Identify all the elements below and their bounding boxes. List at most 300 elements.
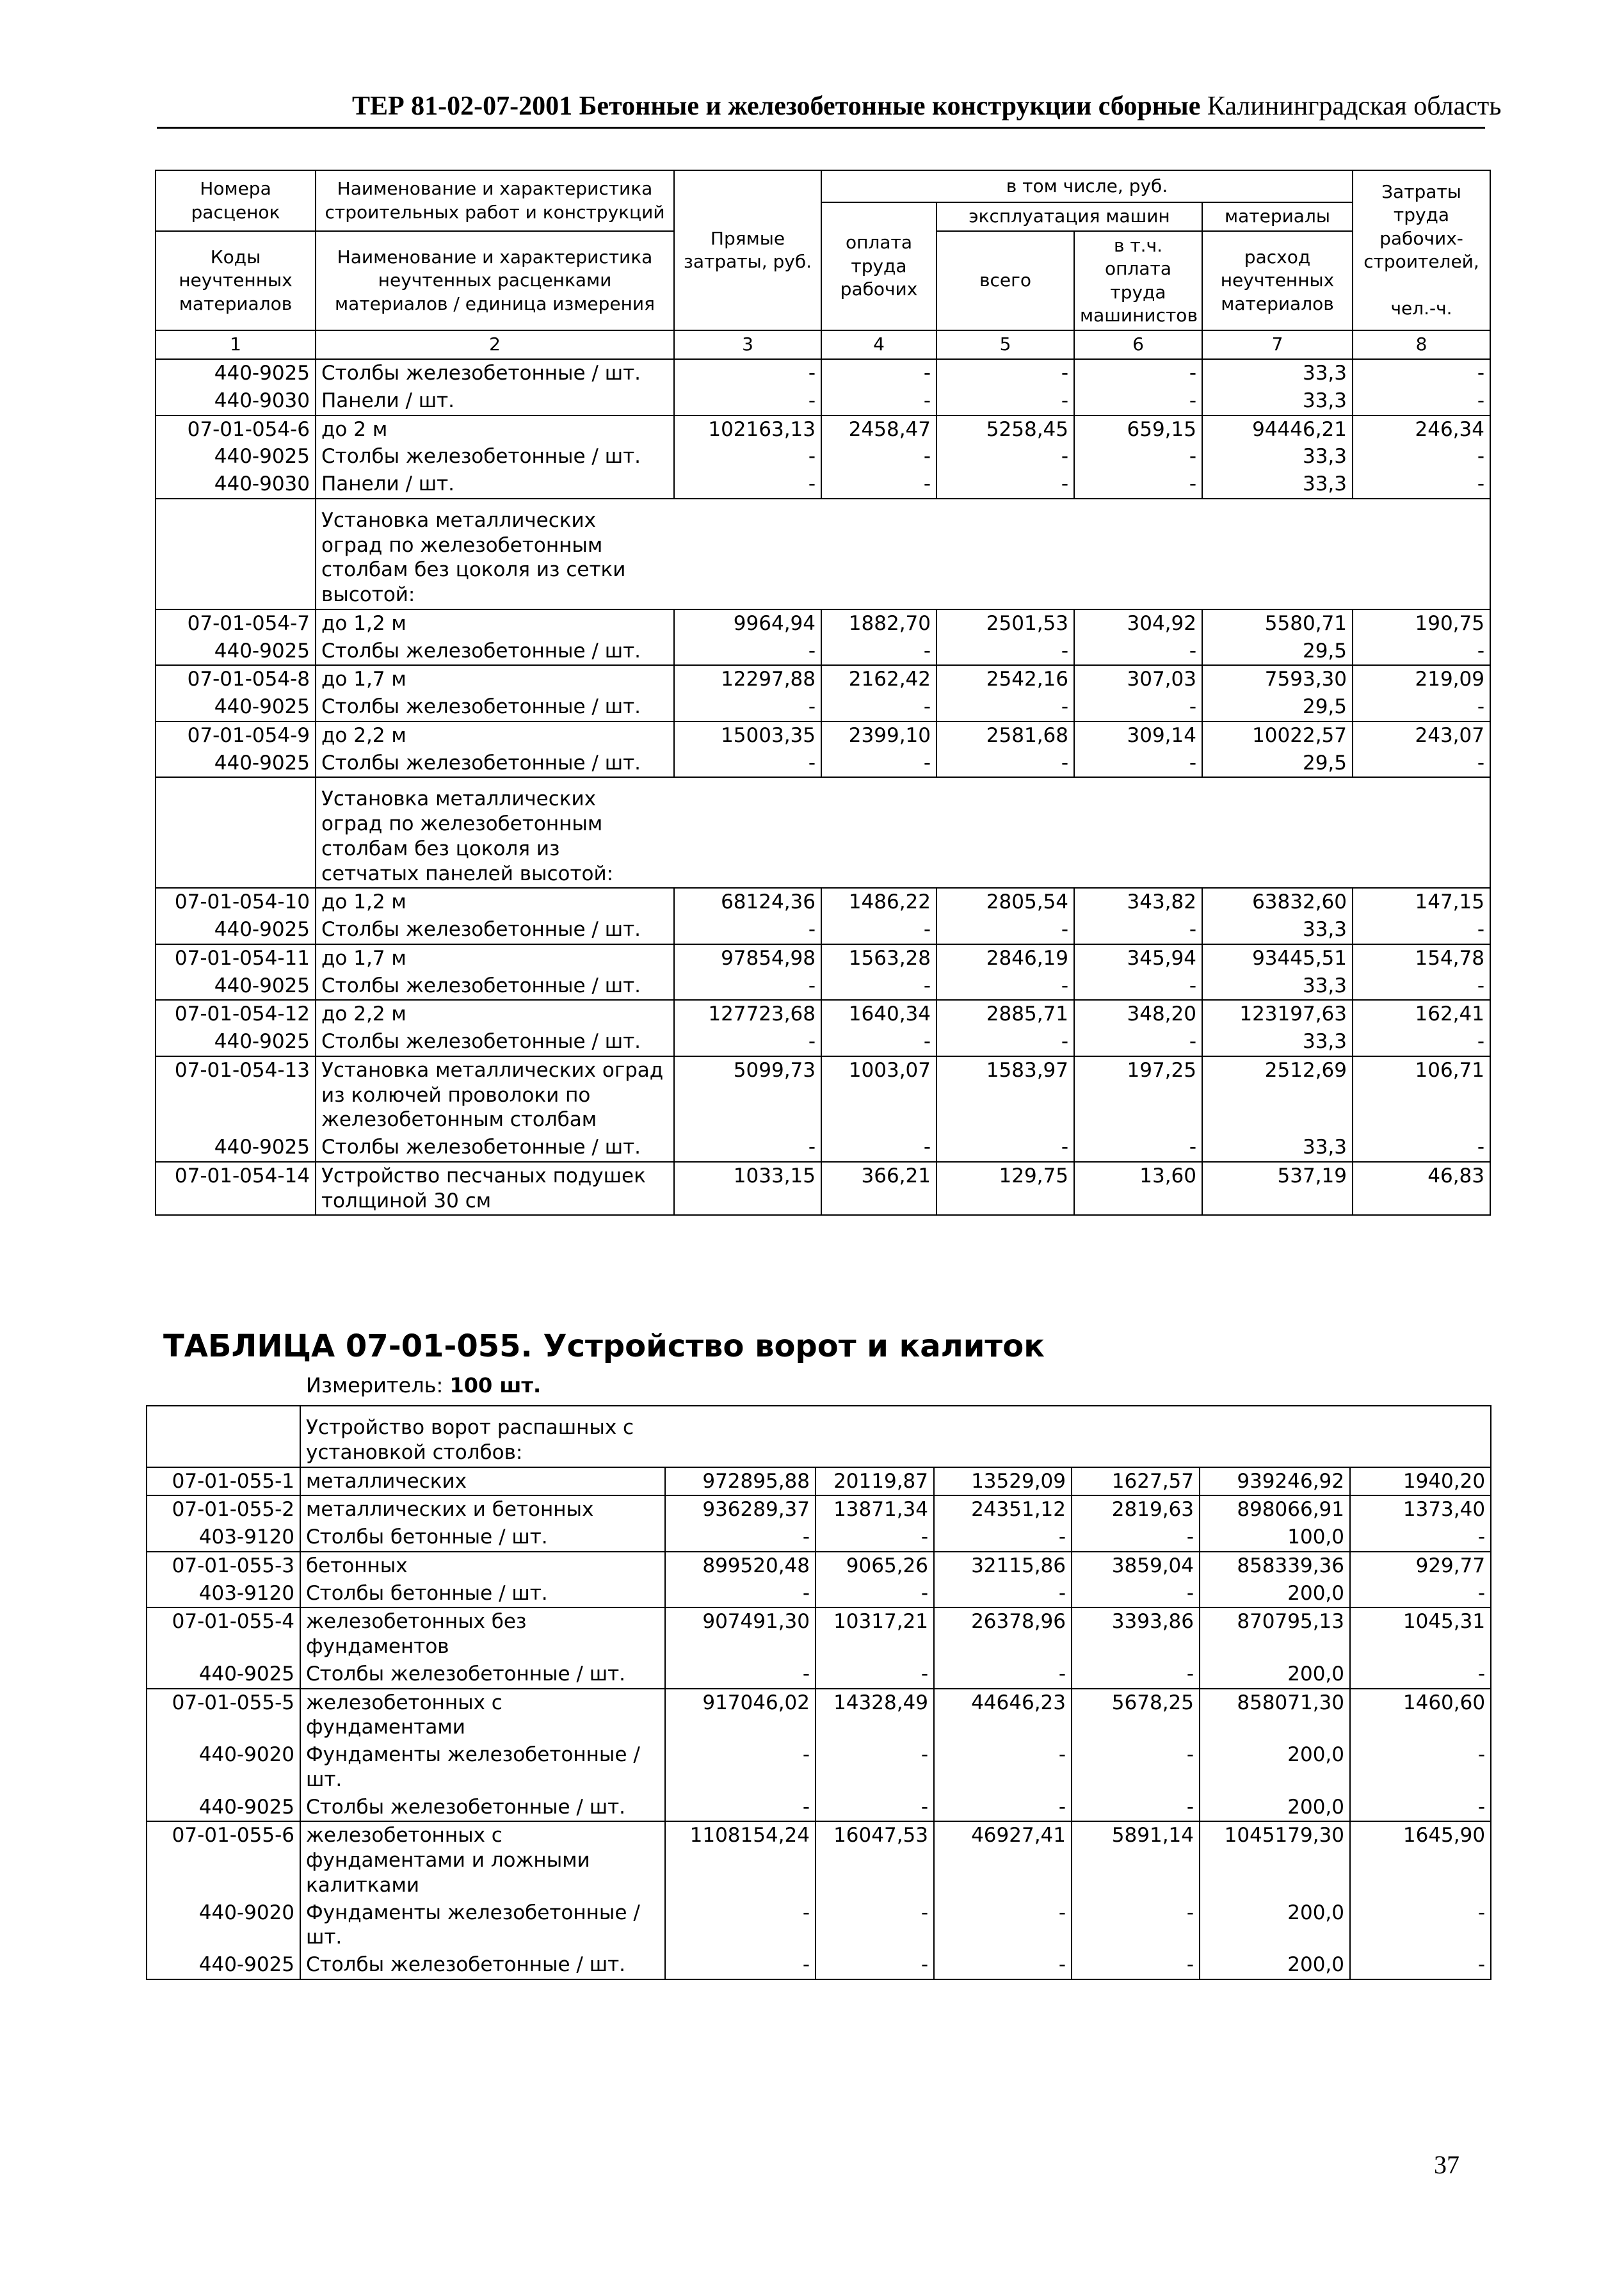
rate-code: 07-01-054-11 (156, 944, 316, 972)
value-col-6: - (1074, 471, 1202, 499)
value-col-8: 106,71 (1353, 1056, 1490, 1134)
rate-name: Столбы железобетонные / шт. (300, 1794, 665, 1822)
table-row (156, 471, 1490, 499)
value-col-6: - (1074, 1028, 1202, 1056)
value-col-5: - (937, 693, 1074, 721)
value-col-7: 7593,30 (1202, 665, 1353, 693)
value-col-7: 200,0 (1200, 1741, 1350, 1794)
rate-name: Столбы железобетонные / шт. (316, 750, 674, 778)
table-row (147, 1794, 1491, 1822)
value-col-8: 1373,40 (1350, 1495, 1491, 1524)
value-col-5: 2581,68 (937, 721, 1074, 750)
value-col-6: - (1072, 1951, 1200, 1979)
value-col-6: - (1072, 1580, 1200, 1608)
rate-code: 440-9025 (147, 1661, 300, 1689)
table-row (156, 1056, 1490, 1134)
col-mach-labor: в т.ч. оплата труда машинистов (1074, 231, 1202, 330)
value-col-8: 929,77 (1350, 1552, 1491, 1580)
value-col-7: 33,3 (1202, 387, 1353, 415)
table-row (156, 638, 1490, 666)
col-materials: материалы (1202, 202, 1353, 231)
value-col-7: 10022,57 (1202, 721, 1353, 750)
rate-code: 440-9020 (147, 1741, 300, 1794)
value-col-7: 200,0 (1200, 1951, 1350, 1979)
value-col-4: - (816, 1794, 934, 1822)
value-col-7: 33,3 (1202, 1134, 1353, 1162)
col-incl: в том числе, руб. (821, 170, 1353, 202)
rate-name: Установка металлических оград по железобетонным столбам без цоколя из сетчатых панелей высотой: (316, 777, 1490, 888)
header-title: ТЕР 81-02-07-2001 Бетонные и железобетонные конструкции сборные (352, 92, 1201, 121)
value-col-5: 26378,96 (934, 1607, 1072, 1661)
value-col-3: 68124,36 (674, 888, 821, 916)
table-row (156, 1000, 1490, 1028)
value-col-5: 2542,16 (937, 665, 1074, 693)
measure-label: Измеритель: (306, 1373, 444, 1397)
col-labor: оплата труда рабочих (821, 202, 937, 330)
value-col-7: 29,5 (1202, 693, 1353, 721)
value-col-5: 5258,45 (937, 415, 1074, 444)
running-header (352, 91, 1502, 122)
value-col-3: - (665, 1524, 816, 1552)
rate-code: 07-01-055-2 (147, 1495, 300, 1524)
value-col-4: 1003,07 (821, 1056, 937, 1134)
value-col-6: 343,82 (1074, 888, 1202, 916)
value-col-3: - (674, 693, 821, 721)
col-name-bottom: Наименование и характеристика неучтенных расценками материалов / единица измерения (316, 231, 674, 330)
table-header (156, 170, 1490, 359)
value-col-7: 93445,51 (1202, 944, 1353, 972)
value-col-6: 3859,04 (1072, 1552, 1200, 1580)
table-row (147, 1661, 1491, 1689)
value-col-4: - (821, 693, 937, 721)
value-col-7: 200,0 (1200, 1580, 1350, 1608)
rate-code: 440-9025 (156, 638, 316, 666)
value-col-5: 13529,09 (934, 1467, 1072, 1496)
value-col-6: - (1072, 1899, 1200, 1952)
rate-code: 440-9025 (156, 693, 316, 721)
col-mach-total: всего (937, 231, 1074, 330)
value-col-8: - (1353, 916, 1490, 944)
value-col-7: 939246,92 (1200, 1467, 1350, 1496)
table-row (156, 693, 1490, 721)
table-row (156, 1028, 1490, 1056)
value-col-3: 907491,30 (665, 1607, 816, 1661)
value-col-7: 33,3 (1202, 443, 1353, 471)
table-row (156, 916, 1490, 944)
value-col-6: 5891,14 (1072, 1821, 1200, 1899)
col-num-7: 7 (1202, 330, 1353, 359)
value-col-8: 190,75 (1353, 609, 1490, 638)
value-col-6: - (1074, 972, 1202, 1001)
rate-code: 440-9025 (156, 750, 316, 778)
value-col-6: 1627,57 (1072, 1467, 1200, 1496)
rate-name: Фундаменты железобетонные / шт. (300, 1899, 665, 1952)
value-col-3: 5099,73 (674, 1056, 821, 1134)
rate-name: Столбы железобетонные / шт. (316, 1134, 674, 1162)
table-row (147, 1899, 1491, 1952)
value-col-5: - (937, 387, 1074, 415)
rate-code: 440-9030 (156, 387, 316, 415)
value-col-8: - (1353, 443, 1490, 471)
table-row (156, 1162, 1490, 1216)
value-col-3: 972895,88 (665, 1467, 816, 1496)
value-col-8: 1940,20 (1350, 1467, 1491, 1496)
value-col-3: - (665, 1899, 816, 1952)
rates-table-054 (155, 170, 1491, 1216)
rate-code: 07-01-054-12 (156, 1000, 316, 1028)
value-col-8: - (1350, 1741, 1491, 1794)
value-col-3: - (674, 359, 821, 387)
value-col-4: - (816, 1524, 934, 1552)
value-col-7: 33,3 (1202, 471, 1353, 499)
value-col-8: - (1353, 387, 1490, 415)
value-col-4: - (821, 638, 937, 666)
col-codes-top: Номера расценок (156, 170, 316, 231)
col-num-5: 5 (937, 330, 1074, 359)
value-col-4: 16047,53 (816, 1821, 934, 1899)
value-col-3: - (665, 1951, 816, 1979)
col-direct: Прямые затраты, руб. (674, 170, 821, 330)
value-col-3: 917046,02 (665, 1689, 816, 1742)
rate-name: Столбы железобетонные / шт. (316, 916, 674, 944)
value-col-4: - (816, 1951, 934, 1979)
rate-name: до 2,2 м (316, 721, 674, 750)
value-col-5: - (934, 1899, 1072, 1952)
rate-name: бетонных (300, 1552, 665, 1580)
value-col-5: 24351,12 (934, 1495, 1072, 1524)
value-col-4: 1882,70 (821, 609, 937, 638)
value-col-8: - (1350, 1899, 1491, 1952)
rate-code (147, 1406, 300, 1467)
value-col-5: - (934, 1580, 1072, 1608)
col-num-6: 6 (1074, 330, 1202, 359)
rate-code: 07-01-054-6 (156, 415, 316, 444)
value-col-8: - (1350, 1951, 1491, 1979)
value-col-7: 5580,71 (1202, 609, 1353, 638)
value-col-3: 127723,68 (674, 1000, 821, 1028)
value-col-4: - (821, 916, 937, 944)
section-heading-row (156, 777, 1490, 888)
table-row (147, 1552, 1491, 1580)
value-col-7: 537,19 (1202, 1162, 1353, 1216)
value-col-7: 870795,13 (1200, 1607, 1350, 1661)
value-col-5: 2501,53 (937, 609, 1074, 638)
value-col-8: 1645,90 (1350, 1821, 1491, 1899)
value-col-6: 304,92 (1074, 609, 1202, 638)
col-name-top: Наименование и характеристика строительных работ и конструкций (316, 170, 674, 231)
rate-code: 440-9025 (156, 443, 316, 471)
value-col-6: 2819,63 (1072, 1495, 1200, 1524)
rate-code: 440-9025 (156, 916, 316, 944)
rate-name: железобетонных с фундаментами и ложными калитками (300, 1821, 665, 1899)
value-col-5: - (937, 972, 1074, 1001)
value-col-8: 243,07 (1353, 721, 1490, 750)
value-col-4: 1486,22 (821, 888, 937, 916)
value-col-3: - (674, 387, 821, 415)
value-col-5: 46927,41 (934, 1821, 1072, 1899)
rate-code: 07-01-054-14 (156, 1162, 316, 1216)
col-labor-cost (1353, 170, 1490, 330)
value-col-8: 162,41 (1353, 1000, 1490, 1028)
rate-code: 07-01-054-9 (156, 721, 316, 750)
value-col-6: 309,14 (1074, 721, 1202, 750)
value-col-8: - (1353, 693, 1490, 721)
value-col-8: 154,78 (1353, 944, 1490, 972)
table-row (147, 1467, 1491, 1496)
rate-code: 07-01-055-6 (147, 1821, 300, 1899)
table-row (147, 1821, 1491, 1899)
value-col-7: 100,0 (1200, 1524, 1350, 1552)
value-col-6: 348,20 (1074, 1000, 1202, 1028)
table-row (147, 1741, 1491, 1794)
value-col-6: - (1074, 750, 1202, 778)
rate-name: Столбы железобетонные / шт. (316, 1028, 674, 1056)
value-col-3: 9964,94 (674, 609, 821, 638)
value-col-6: - (1074, 693, 1202, 721)
value-col-8: 246,34 (1353, 415, 1490, 444)
rate-code: 07-01-055-5 (147, 1689, 300, 1742)
value-col-3: - (674, 916, 821, 944)
rate-name: железобетонных без фундаментов (300, 1607, 665, 1661)
value-col-8: - (1353, 638, 1490, 666)
value-col-8: - (1353, 471, 1490, 499)
rate-name: Панели / шт. (316, 471, 674, 499)
col-codes-bottom: Коды неучтенных материалов (156, 231, 316, 330)
value-col-5: - (937, 1134, 1074, 1162)
value-col-3: 1033,15 (674, 1162, 821, 1216)
value-col-7: 200,0 (1200, 1794, 1350, 1822)
rate-name: Столбы железобетонные / шт. (316, 638, 674, 666)
rate-code: 440-9025 (156, 1028, 316, 1056)
value-col-4: 14328,49 (816, 1689, 934, 1742)
value-col-3: - (674, 443, 821, 471)
value-col-6: - (1074, 916, 1202, 944)
value-col-3: 899520,48 (665, 1552, 816, 1580)
rate-code: 07-01-054-13 (156, 1056, 316, 1134)
value-col-8: 147,15 (1353, 888, 1490, 916)
value-col-7: 33,3 (1202, 359, 1353, 387)
table-row (147, 1607, 1491, 1661)
value-col-4: - (821, 1134, 937, 1162)
value-col-4: 1563,28 (821, 944, 937, 972)
value-col-6: - (1074, 1134, 1202, 1162)
rate-name: до 1,2 м (316, 609, 674, 638)
value-col-6: 13,60 (1074, 1162, 1202, 1216)
rate-name: до 2 м (316, 415, 674, 444)
rate-name: металлических (300, 1467, 665, 1496)
rate-name: Устройство ворот распашных с установкой столбов: (300, 1406, 1491, 1467)
table-row (156, 665, 1490, 693)
value-col-6: 197,25 (1074, 1056, 1202, 1134)
value-col-7: 898066,91 (1200, 1495, 1350, 1524)
table-row (156, 944, 1490, 972)
value-col-8: - (1353, 1134, 1490, 1162)
rate-code (156, 499, 316, 609)
value-col-3: - (665, 1794, 816, 1822)
table-row (156, 888, 1490, 916)
col-num-8: 8 (1353, 330, 1490, 359)
value-col-5: - (937, 443, 1074, 471)
value-col-5: - (934, 1661, 1072, 1689)
rate-name: Фундаменты железобетонные / шт. (300, 1741, 665, 1794)
table-row (156, 609, 1490, 638)
rate-name: Столбы железобетонные / шт. (300, 1951, 665, 1979)
table-row (156, 443, 1490, 471)
value-col-3: 102163,13 (674, 415, 821, 444)
rate-code: 403-9120 (147, 1580, 300, 1608)
rate-name: до 1,2 м (316, 888, 674, 916)
value-col-6: - (1072, 1524, 1200, 1552)
table-row (156, 387, 1490, 415)
rate-code: 440-9025 (156, 1134, 316, 1162)
value-col-5: - (937, 471, 1074, 499)
value-col-3: - (674, 471, 821, 499)
rate-name: железобетонных с фундаментами (300, 1689, 665, 1742)
table-row (156, 415, 1490, 444)
value-col-6: - (1072, 1794, 1200, 1822)
rate-name: Столбы бетонные / шт. (300, 1580, 665, 1608)
value-col-4: - (821, 972, 937, 1001)
table-row (147, 1495, 1491, 1524)
value-col-4: 10317,21 (816, 1607, 934, 1661)
measure (306, 1373, 541, 1397)
value-col-5: 44646,23 (934, 1689, 1072, 1742)
value-col-7: 1045179,30 (1200, 1821, 1350, 1899)
value-col-6: 659,15 (1074, 415, 1202, 444)
value-col-6: - (1072, 1661, 1200, 1689)
rate-code: 403-9120 (147, 1524, 300, 1552)
value-col-4: - (816, 1741, 934, 1794)
value-col-4: 13871,34 (816, 1495, 934, 1524)
value-col-6: 345,94 (1074, 944, 1202, 972)
table-row (156, 721, 1490, 750)
rate-code: 440-9025 (156, 972, 316, 1001)
rate-code: 440-9025 (156, 359, 316, 387)
table-row (147, 1951, 1491, 1979)
table-title: ТАБЛИЦА 07-01-055. Устройство ворот и калиток (163, 1328, 1045, 1364)
section-heading-row (147, 1406, 1491, 1467)
table-body-055 (147, 1406, 1491, 1979)
rate-code: 07-01-054-7 (156, 609, 316, 638)
table-row (156, 972, 1490, 1001)
value-col-7: 29,5 (1202, 638, 1353, 666)
value-col-3: - (674, 638, 821, 666)
rate-code: 07-01-054-8 (156, 665, 316, 693)
value-col-5: - (937, 750, 1074, 778)
rate-name: металлических и бетонных (300, 1495, 665, 1524)
page-number: 37 (1434, 2150, 1459, 2179)
value-col-3: 12297,88 (674, 665, 821, 693)
col-num-3: 3 (674, 330, 821, 359)
rate-name: Столбы железобетонные / шт. (316, 693, 674, 721)
value-col-5: 2885,71 (937, 1000, 1074, 1028)
value-col-4: 2458,47 (821, 415, 937, 444)
value-col-6: - (1072, 1741, 1200, 1794)
value-col-7: 2512,69 (1202, 1056, 1353, 1134)
value-col-7: 33,3 (1202, 1028, 1353, 1056)
rate-code: 440-9025 (147, 1951, 300, 1979)
value-col-3: - (674, 1028, 821, 1056)
labor-cost-unit: чел.-ч. (1390, 297, 1452, 319)
rate-code: 07-01-055-1 (147, 1467, 300, 1496)
value-col-5: 129,75 (937, 1162, 1074, 1216)
value-col-4: - (821, 750, 937, 778)
table-row (156, 750, 1490, 778)
value-col-4: 2162,42 (821, 665, 937, 693)
table-row (156, 359, 1490, 387)
value-col-6: - (1074, 443, 1202, 471)
rate-name: Столбы железобетонные / шт. (300, 1661, 665, 1689)
value-col-4: - (816, 1661, 934, 1689)
value-col-8: - (1353, 359, 1490, 387)
rate-name: Столбы железобетонные / шт. (316, 972, 674, 1001)
value-col-4: 2399,10 (821, 721, 937, 750)
value-col-4: - (821, 359, 937, 387)
value-col-7: 858071,30 (1200, 1689, 1350, 1742)
value-col-8: 1045,31 (1350, 1607, 1491, 1661)
value-col-6: - (1074, 638, 1202, 666)
value-col-8: - (1353, 1028, 1490, 1056)
value-col-3: - (665, 1741, 816, 1794)
table-row (156, 1134, 1490, 1162)
value-col-5: - (937, 916, 1074, 944)
rate-name: Столбы железобетонные / шт. (316, 359, 674, 387)
value-col-6: 307,03 (1074, 665, 1202, 693)
value-col-8: 46,83 (1353, 1162, 1490, 1216)
rates-table-055 (146, 1405, 1491, 1980)
value-col-7: 858339,36 (1200, 1552, 1350, 1580)
rate-name: Столбы бетонные / шт. (300, 1524, 665, 1552)
value-col-4: - (821, 471, 937, 499)
value-col-3: - (674, 750, 821, 778)
section-heading-row (156, 499, 1490, 609)
value-col-4: 1640,34 (821, 1000, 937, 1028)
value-col-4: 20119,87 (816, 1467, 934, 1496)
value-col-7: 123197,63 (1202, 1000, 1353, 1028)
value-col-8: - (1350, 1524, 1491, 1552)
rate-code: 07-01-054-10 (156, 888, 316, 916)
rate-name: Установка металлических оград из колючей проволоки по железобетонным столбам (316, 1056, 674, 1134)
header-region: Калининградская область (1207, 92, 1502, 121)
value-col-5: - (934, 1741, 1072, 1794)
value-col-5: - (934, 1951, 1072, 1979)
value-col-4: - (816, 1899, 934, 1952)
rate-name: до 1,7 м (316, 665, 674, 693)
table-row (147, 1524, 1491, 1552)
value-col-4: 9065,26 (816, 1552, 934, 1580)
value-col-7: 63832,60 (1202, 888, 1353, 916)
value-col-3: 1108154,24 (665, 1821, 816, 1899)
header-rule (157, 127, 1485, 129)
value-col-5: - (937, 638, 1074, 666)
col-num-2: 2 (316, 330, 674, 359)
rate-name: Устройство песчаных подушек толщиной 30 см (316, 1162, 674, 1216)
col-num-1: 1 (156, 330, 316, 359)
value-col-3: 936289,37 (665, 1495, 816, 1524)
col-mat-usage: расход неучтенных материалов (1202, 231, 1353, 330)
value-col-5: 1583,97 (937, 1056, 1074, 1134)
value-col-8: - (1353, 972, 1490, 1001)
table-row (147, 1689, 1491, 1742)
table-body-054 (156, 359, 1490, 1215)
rate-code: 440-9025 (147, 1794, 300, 1822)
rate-code: 07-01-055-4 (147, 1607, 300, 1661)
rate-name: Панели / шт. (316, 387, 674, 415)
value-col-6: - (1074, 387, 1202, 415)
value-col-7: 94446,21 (1202, 415, 1353, 444)
value-col-8: 219,09 (1353, 665, 1490, 693)
value-col-4: - (821, 443, 937, 471)
